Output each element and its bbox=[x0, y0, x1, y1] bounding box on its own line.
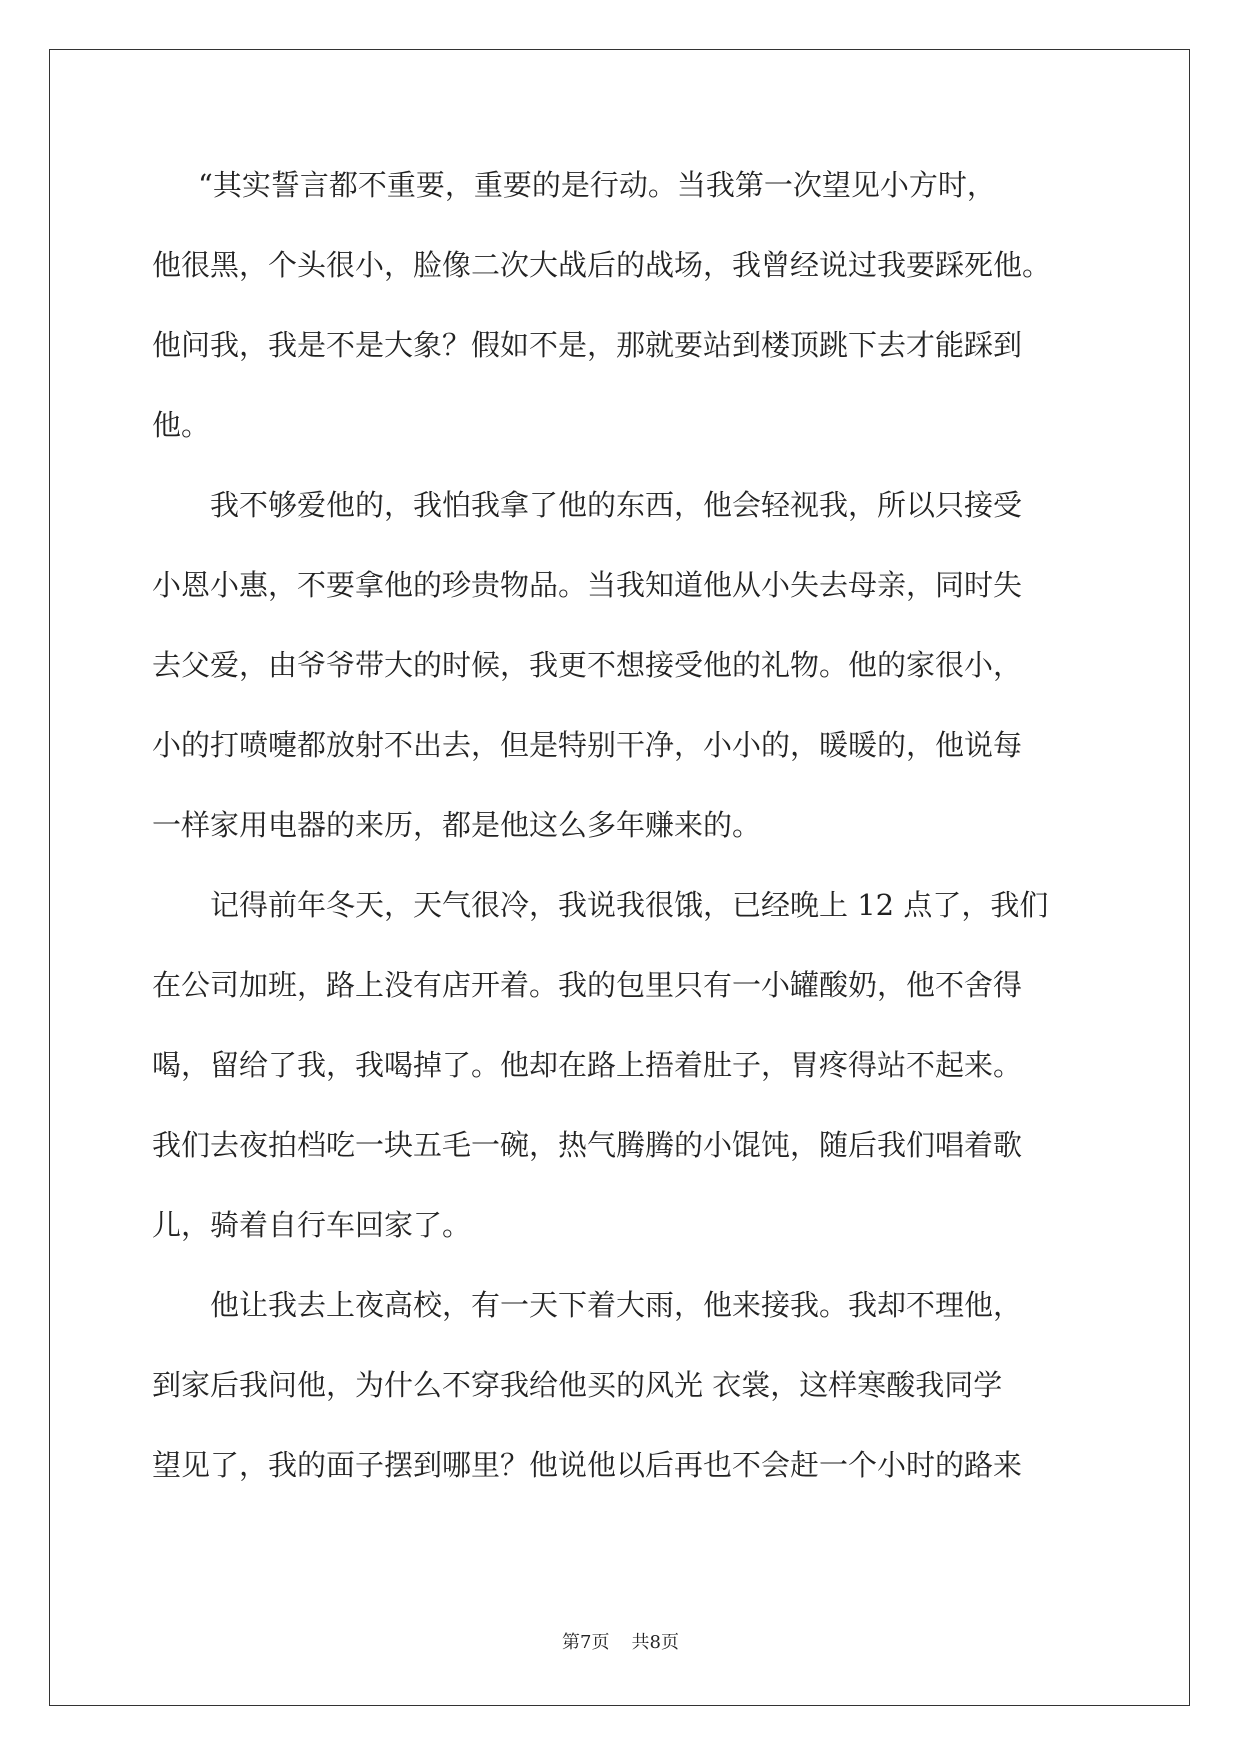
text-line: 他问我，我是不是大象？假如不是，那就要站到楼顶跳下去才能踩到 bbox=[152, 330, 1023, 362]
page-number-current: 第7页 bbox=[562, 1632, 610, 1653]
text-line: 喝，留给了我，我喝掉了。他却在路上捂着肚子，胃疼得站不起来。 bbox=[152, 1050, 1023, 1082]
text-line: 他。 bbox=[152, 410, 211, 442]
text-line: 望见了，我的面子摆到哪里？他说他以后再也不会赶一个小时的路来 bbox=[152, 1450, 1023, 1482]
text-line: 记得前年冬天，天气很冷，我说我很饿，已经晚上 12 点了，我们 bbox=[210, 890, 1049, 922]
text-line: “其实誓言都不重要，重要的是行动。当我第一次望见小方时， bbox=[198, 170, 996, 202]
text-line: 儿，骑着自行车回家了。 bbox=[152, 1210, 472, 1242]
text-line: 我不够爱他的，我怕我拿了他的东西，他会轻视我，所以只接受 bbox=[210, 490, 1023, 522]
text-line: 一样家用电器的来历，都是他这么多年赚来的。 bbox=[152, 810, 762, 842]
text-line: 小恩小惠，不要拿他的珍贵物品。当我知道他从小失去母亲，同时失 bbox=[152, 570, 1023, 602]
text-line: 他很黑，个头很小，脸像二次大战后的战场，我曾经说过我要踩死他。 bbox=[152, 250, 1052, 282]
text-line: 在公司加班，路上没有店开着。我的包里只有一小罐酸奶，他不舍得 bbox=[152, 970, 1023, 1002]
text-line: 他让我去上夜高校，有一天下着大雨，他来接我。我却不理他， bbox=[210, 1290, 1023, 1322]
document-body bbox=[152, 170, 1092, 1530]
page-number-total: 共8页 bbox=[631, 1632, 679, 1653]
page-footer bbox=[0, 1628, 1241, 1654]
text-line: 小的打喷嚏都放射不出去，但是特别干净，小小的，暖暖的，他说每 bbox=[152, 730, 1023, 762]
text-line: 我们去夜拍档吃一块五毛一碗，热气腾腾的小馄饨，随后我们唱着歌 bbox=[152, 1130, 1023, 1162]
text-line: 去父爱，由爷爷带大的时候，我更不想接受他的礼物。他的家很小， bbox=[152, 650, 1023, 682]
text-line: 到家后我问他，为什么不穿我给他买的风光 衣裳，这样寒酸我同学 bbox=[152, 1370, 1003, 1402]
